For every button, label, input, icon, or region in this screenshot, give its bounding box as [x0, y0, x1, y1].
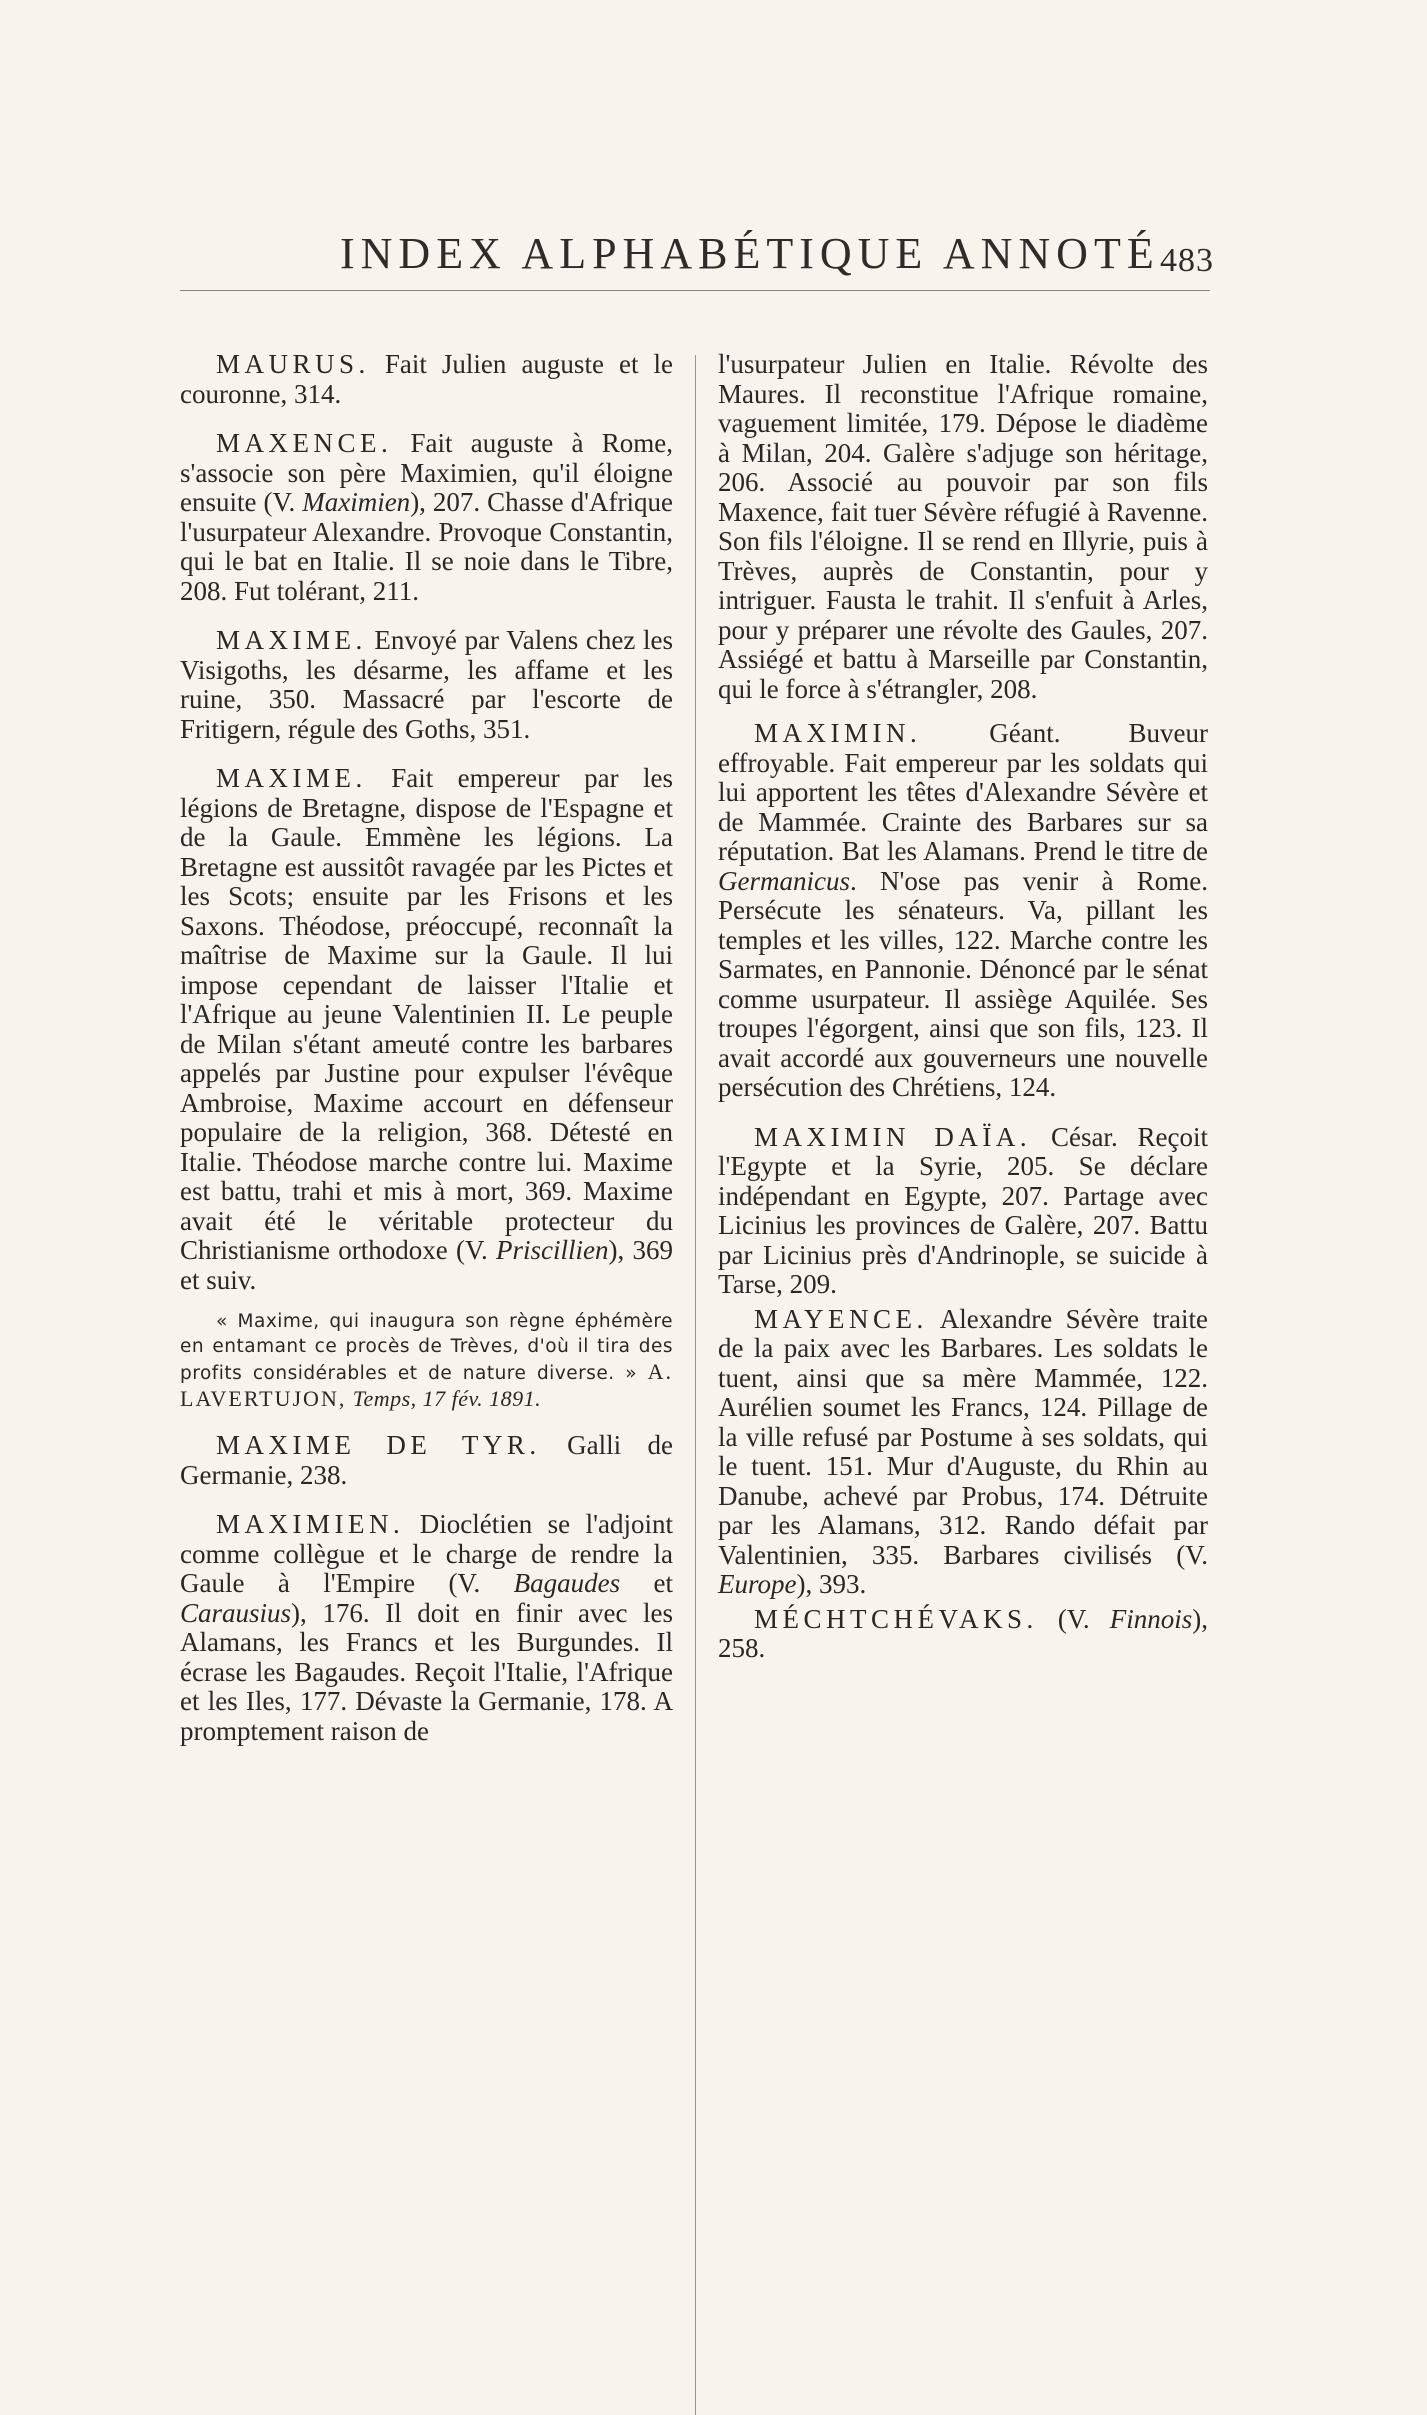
- entry-text: Géant. Buveur effroyable. Fait empereur par les soldats qui lui apportent les têtes d'Alexandre Sévère et de Mammée. Crainte des Barbares sur sa réputation. Bat les Alamans. Prend le titre de: [718, 718, 1209, 866]
- entry-head: MÉCHTCHÉVAKS.: [754, 1603, 1038, 1634]
- entry-head: MAXENCE.: [216, 428, 393, 458]
- entry-text: . N'ose pas venir à Rome. Persécute les sénateurs. Va, pillant les temples et les villes, 122. Marche contre les Sarmates, en Pannonie. Dénoncé par le sénat comme usurpateur. Il assiège Aquilée. Ses troupes l'égorgent, ainsi que son fils, 123. Il avait accordé aux gouverneurs une nouvelle persécution des Chrétiens, 124.: [718, 865, 1208, 1102]
- entry-text: Fait empereur par les légions de Bretagne, dispose de l'Espagne et de la Gaule. Emmène les légions. La Bretagne est aussitôt ravagée par les Pictes et les Scots; ensuite par les Frisons et les Saxons. Théodose, préoccupé, reconnaît la maîtrise de Maxime sur la Gaule. Il lui impose cependant de laisser l'Italie et l'Afrique au jeune Valentinien II. Le peuple de Milan s'étant ameuté contre les barbares appelés par Justine pour expulser l'évêque Ambroise, Maxime accourt en défenseur populaire de la religion, 368. Détesté en Italie. Théodose marche contre lui. Maxime est battu, trahi et mis à mort, 369. Maxime avait été le véritable protecteur du Christianisme orthodoxe (V.: [180, 763, 674, 1265]
- quotation: [180, 1309, 673, 1413]
- header-rule: [180, 290, 1210, 291]
- cross-reference: Germanicus: [718, 865, 850, 896]
- entry-head: MAYENCE.: [754, 1303, 928, 1334]
- entry-mayence: [718, 1305, 1208, 1600]
- entry-text: Fait Julien auguste et le couronne, 314.: [180, 349, 674, 409]
- entry-head: MAXIME.: [216, 763, 367, 793]
- entry-text: l'usurpateur Julien en Italie. Révolte des Maures. Il reconstitue l'Afrique romaine, vaguement limitée, 179. Dépose le diadème à Milan, 204. Galère s'adjuge son héritage, 206. Associé au pouvoir par son fils Maxence, fait tuer Sévère réfugié à Ravenne. Son fils l'éloigne. Il se rend en Illyrie, puis à Trèves, auprès de Constantin, pour y intriguer. Fausta le trahit. Il s'enfuit à Arles, pour y préparer une révolte des Gaules, 207. Assiégé et battu à Marseille par Constantin, qui le force à s'étrangler, 208.: [718, 349, 1208, 704]
- entry-maxime-2: [180, 764, 673, 1295]
- quote-text: « Maxime, qui inaugura son règne éphémère en entamant ce procès de Trèves, d'où il tira des profits considérables et de nature diverse. »: [180, 1311, 673, 1384]
- entry-text: ), 393.: [796, 1569, 867, 1599]
- entry-head: MAXIME DE TYR.: [216, 1430, 541, 1460]
- entry-text: Galli de Germanie, 238.: [180, 1430, 674, 1490]
- entry-text: Dioclétien se l'adjoint comme collègue et le charge de rendre la Gaule à l'Empire (V.: [180, 1509, 673, 1598]
- cross-reference: Priscillien: [496, 1235, 609, 1265]
- entry-head: MAXIMIN DAÏA.: [754, 1121, 1032, 1152]
- cross-reference: Bagaudes: [513, 1568, 621, 1598]
- entry-text: César. Reçoit l'Egypte et la Syrie, 205. Se déclare indépendant en Egypte, 207. Partage avec Licinius les provinces de Galère, 207. Battu par Licinius près d'Andrinople, se suicide à Tarse, 209.: [718, 1121, 1209, 1299]
- page-number: 483: [1160, 242, 1214, 279]
- cross-reference: Europe: [718, 1569, 797, 1599]
- column-separator: [695, 355, 696, 2415]
- entry-text: Fait auguste à Rome, s'associe son père Maximien, qu'il éloigne ensuite (V.: [180, 428, 673, 517]
- entry-head: MAXIME.: [216, 625, 367, 655]
- cross-reference: Maximien: [302, 487, 411, 517]
- entry-maximin-daia: [718, 1123, 1208, 1300]
- entry-maximien: [180, 1510, 673, 1746]
- right-column: [718, 350, 1208, 1684]
- entry-text: Envoyé par Valens chez les Visigoths, les désarme, les affame et les ruine, 350. Massacré par l'escorte de Fritigern, régule des Goths, 351.: [180, 625, 673, 744]
- entry-maximin: [718, 719, 1208, 1103]
- entry-maxence: [180, 429, 673, 606]
- entry-head: MAXIMIN.: [754, 718, 922, 748]
- entry-maurus: [180, 350, 673, 409]
- quote-source: Temps, 17 fév. 1891.: [352, 1386, 542, 1411]
- entry-head: MAXIMIEN.: [216, 1509, 405, 1539]
- entry-text: ), 369 et suiv.: [180, 1235, 673, 1295]
- entry-maximien-continued: [718, 350, 1208, 704]
- entry-text: (V.: [1057, 1603, 1110, 1634]
- running-head: [0, 228, 1427, 288]
- entry-text: et: [620, 1568, 673, 1598]
- entry-text: ), 207. Chasse d'Afrique l'usurpateur Alexandre. Provoque Constantin, qui le bat en Italie. Il se noie dans le Tibre, 208. Fut tolérant, 211.: [180, 487, 673, 606]
- entry-head: MAURUS.: [216, 349, 370, 379]
- entry-text: ), 258.: [718, 1603, 1208, 1663]
- entry-maxime-de-tyr: [180, 1431, 673, 1490]
- running-title: INDEX ALPHABÉTIQUE ANNOTÉ: [340, 229, 1160, 278]
- cross-reference: Finnois: [1109, 1603, 1193, 1634]
- cross-reference: Carausius: [180, 1597, 292, 1628]
- quote-author: A. LAVERTUJON,: [180, 1359, 673, 1411]
- entry-text: Alexandre Sévère traite de la paix avec les Barbares. Les soldats le tuent, ainsi que sa mère Mammée, 122. Aurélien soumet les Francs, 124. Pillage de la ville refusé par Postume à ses soldats, qui le tuent. 151. Mur d'Auguste, du Rhin au Danube, achevé par Probus, 174. Détruite par les Alamans, 312. Rando défait par Valentinien, 335. Barbares civilisés (V.: [718, 1303, 1208, 1570]
- left-column: [180, 350, 673, 1766]
- entry-text: ), 176. Il doit en finir avec les Alamans, les Francs et les Burgundes. Il écrase les Bagaudes. Reçoit l'Italie, l'Afrique et les Iles, 177. Dévaste la Germanie, 178. A promptement raison de: [180, 1597, 673, 1746]
- entry-maxime-1: [180, 626, 673, 744]
- entry-mechtchevaks: [718, 1605, 1208, 1664]
